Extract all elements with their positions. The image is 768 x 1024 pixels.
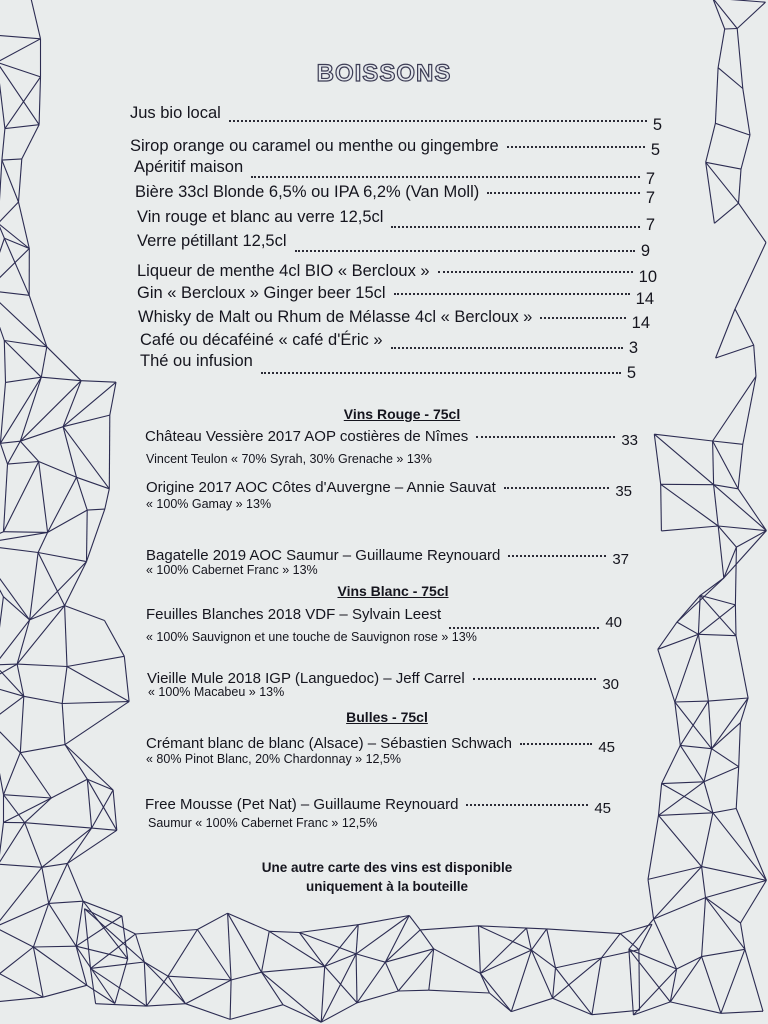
drink-item (130, 137, 660, 159)
drink-item (140, 331, 638, 357)
dot-leader (438, 271, 633, 273)
drink-name: Liqueur de menthe 4cl BIO « Bercloux » (137, 262, 430, 280)
wine-item (146, 479, 632, 500)
wine-price: 33 (621, 432, 638, 449)
wine-detail: « 100% Cabernet Franc » 13% (146, 563, 318, 577)
dot-leader (394, 293, 630, 295)
wine-name: Crémant blanc de blanc (Alsace) – Sébastien Schwach (146, 735, 513, 752)
dot-leader (251, 176, 640, 178)
drink-name: Whisky de Malt ou Rhum de Mélasse 4cl « Bercloux » (138, 308, 533, 326)
dot-leader (540, 317, 625, 319)
dot-leader (507, 146, 645, 148)
drink-price: 5 (626, 364, 636, 382)
drink-item (140, 352, 636, 382)
wine-name: Free Mousse (Pet Nat) – Guillaume Reynouard (145, 796, 459, 813)
wine-detail: Vincent Teulon « 70% Syrah, 30% Grenache » 13% (146, 452, 432, 466)
dot-leader (391, 226, 639, 228)
wine-detail: « 100% Sauvignon et une touche de Sauvignon rose » 13% (146, 630, 477, 644)
dot-leader (391, 347, 623, 349)
section-title-sparkling: Bulles - 75cl (346, 709, 428, 725)
drink-item (137, 232, 650, 260)
wine-detail: « 100% Gamay » 13% (146, 497, 272, 511)
wine-item (145, 428, 638, 449)
drink-name: Café ou décaféiné « café d'Éric » (140, 331, 383, 349)
wine-name: Vieille Mule 2018 IGP (Languedoc) – Jeff Carrel (147, 670, 465, 687)
wine-name: Bagatelle 2019 AOC Saumur – Guillaume Reynouard (146, 547, 501, 564)
dot-leader (487, 192, 640, 194)
drink-price: 7 (645, 170, 655, 188)
drink-price: 14 (631, 314, 650, 332)
wine-item (146, 735, 615, 756)
footer-note-line1: Une autre carte des vins est disponible (261, 860, 513, 875)
drink-price: 7 (645, 189, 655, 207)
dot-leader (295, 250, 635, 252)
drink-price: 7 (645, 216, 655, 234)
footer-note (0, 858, 768, 896)
wine-item (146, 606, 622, 631)
drink-price: 3 (628, 339, 638, 357)
footer-note-line2: uniquement à la bouteille (305, 879, 469, 894)
dot-leader (261, 372, 621, 374)
drink-name: Gin « Bercloux » Ginger beer 15cl (137, 284, 386, 302)
drink-price: 14 (635, 290, 654, 308)
wine-price: 35 (615, 483, 632, 500)
wine-name: Feuilles Blanches 2018 VDF – Sylvain Leest (146, 606, 442, 623)
wine-item (145, 796, 611, 817)
drink-name: Jus bio local (130, 104, 221, 122)
drink-name: Vin rouge et blanc au verre 12,5cl (137, 208, 384, 226)
drink-name: Apéritif maison (134, 158, 244, 176)
wine-price: 30 (602, 676, 619, 693)
drink-item (130, 104, 662, 134)
dot-leader (476, 436, 615, 438)
section-title-white-wines: Vins Blanc - 75cl (337, 583, 449, 599)
wine-detail: Saumur « 100% Cabernet Franc » 12,5% (148, 816, 378, 830)
dot-leader (449, 627, 599, 629)
drink-item (138, 308, 650, 332)
drink-name: Bière 33cl Blonde 6,5% ou IPA 6,2% (Van Moll) (135, 183, 480, 201)
dot-leader (466, 804, 588, 806)
drink-price: 9 (640, 242, 650, 260)
menu-title: BOISSONS (316, 60, 452, 87)
drink-price: 5 (652, 116, 662, 134)
drink-name: Thé ou infusion (140, 352, 253, 370)
wine-name: Origine 2017 AOC Côtes d'Auvergne – Annie Sauvat (146, 479, 496, 496)
drink-price: 5 (650, 141, 660, 159)
wine-price: 40 (605, 614, 622, 631)
drink-price: 10 (638, 268, 657, 286)
wine-price: 45 (598, 739, 615, 756)
drink-item (137, 262, 657, 286)
drink-item (135, 183, 655, 207)
wine-detail: « 100% Macabeu » 13% (148, 685, 285, 699)
drink-item (134, 158, 655, 188)
drink-name: Verre pétillant 12,5cl (137, 232, 287, 250)
dot-leader (473, 678, 597, 680)
drink-name: Sirop orange ou caramel ou menthe ou gingembre (130, 137, 499, 155)
dot-leader (504, 487, 610, 489)
wine-name: Château Vessière 2017 AOP costières de Nîmes (145, 428, 469, 445)
wine-price: 45 (594, 800, 611, 817)
drink-item (137, 284, 654, 308)
wine-price: 37 (612, 551, 629, 568)
drink-item (137, 208, 655, 234)
dot-leader (520, 743, 592, 745)
section-title-red-wines: Vins Rouge - 75cl (343, 406, 461, 422)
wine-item (146, 547, 629, 568)
dot-leader (229, 120, 647, 122)
wine-detail: « 80% Pinot Blanc, 20% Chardonnay » 12,5% (146, 752, 402, 766)
dot-leader (508, 555, 606, 557)
